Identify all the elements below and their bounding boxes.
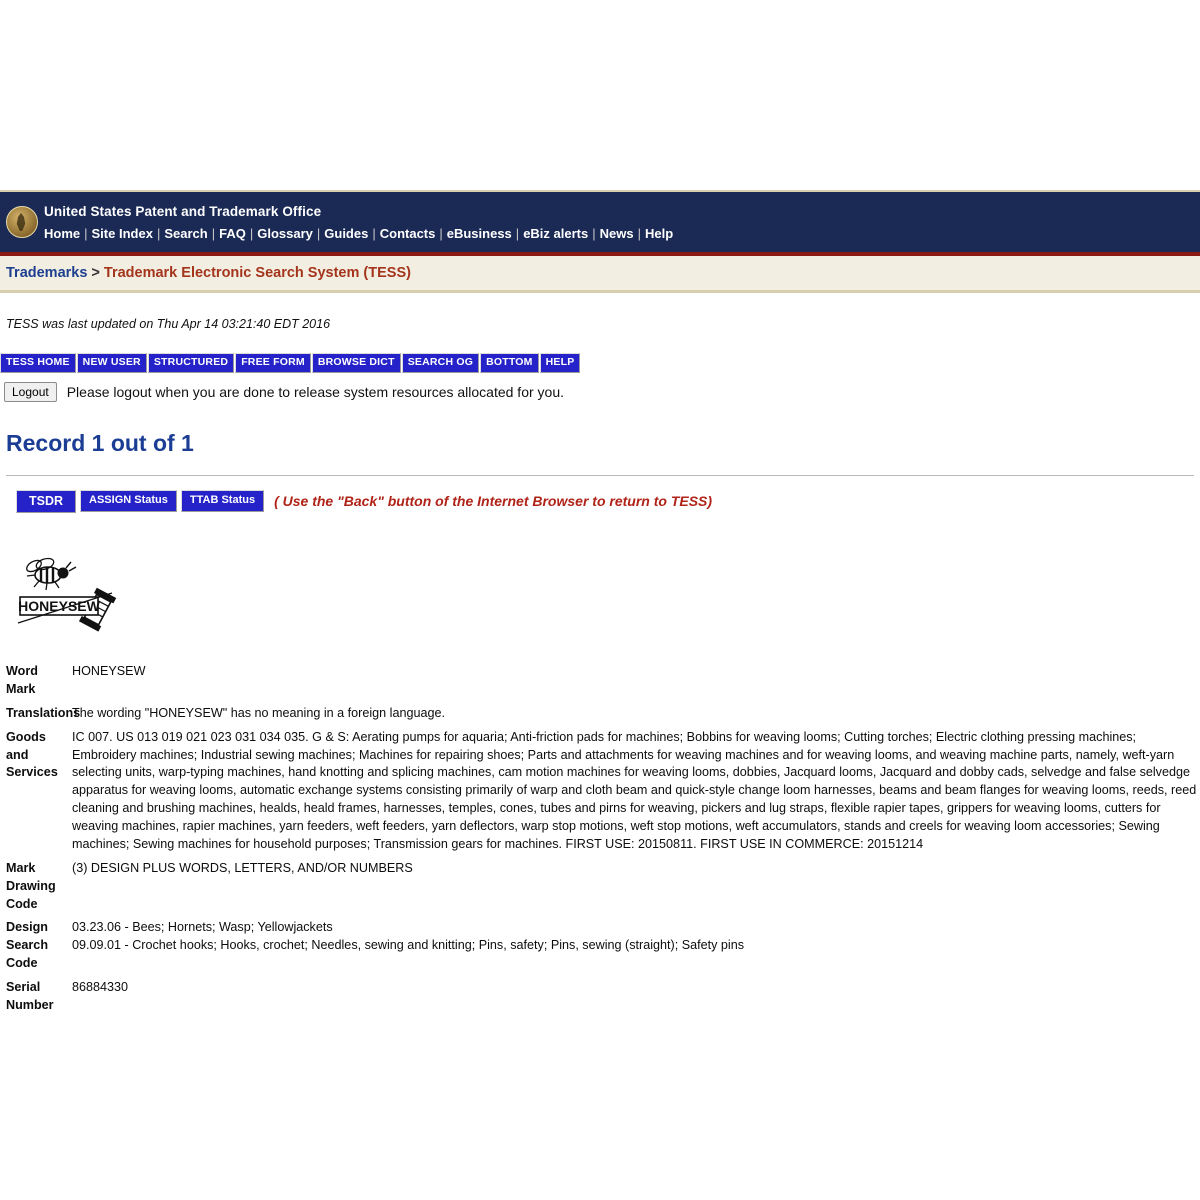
logo-wordmark-text: HONEYSEW xyxy=(18,598,100,614)
assign-status-button[interactable]: ASSIGN Status xyxy=(80,490,177,512)
header-nav: Home | Site Index | Search | FAQ | Glossary | Guides | Contacts | eBusiness | eBiz alerts | News | Help xyxy=(44,227,677,241)
design-search-code-label: Design Search Code xyxy=(6,920,49,971)
nav-contacts[interactable]: Contacts xyxy=(379,225,436,241)
uspto-seal-icon xyxy=(0,192,44,252)
breadcrumb xyxy=(0,256,1200,293)
table-row-translations xyxy=(6,705,1198,729)
mark-drawing-code-label: Mark Drawing Code xyxy=(6,860,56,911)
bottom-button[interactable]: BOTTOM xyxy=(480,353,539,373)
record-heading: Record 1 out of 1 xyxy=(6,429,194,456)
status-button-row xyxy=(16,490,1194,514)
mark-image xyxy=(14,553,1194,645)
search-og-button[interactable]: SEARCH OG xyxy=(402,353,479,373)
back-button-note: ( Use the "Back" button of the Internet Browser to return to TESS) xyxy=(274,493,713,510)
translations-label: Translations xyxy=(6,705,81,720)
design-search-code-value-1: 03.23.06 - Bees; Hornets; Wasp; Yellowjackets xyxy=(72,920,333,935)
nav-help[interactable]: Help xyxy=(644,225,674,241)
nav-search[interactable]: Search xyxy=(164,225,208,241)
table-row-mark-drawing-code xyxy=(6,860,1198,920)
tess-home-button[interactable]: TESS HOME xyxy=(0,353,76,373)
table-row-goods-services xyxy=(6,729,1198,860)
mark-drawing-code-value: (3) DESIGN PLUS WORDS, LETTERS, AND/OR NUMBERS xyxy=(72,860,413,875)
free-form-button[interactable]: FREE FORM xyxy=(235,353,311,373)
table-row-design-search-code xyxy=(6,919,1198,979)
nav-news[interactable]: News xyxy=(599,225,634,241)
nav-ebiz-alerts[interactable]: eBiz alerts xyxy=(523,225,589,241)
table-row-serial-number xyxy=(6,979,1198,1021)
nav-ebusiness[interactable]: eBusiness xyxy=(446,225,512,241)
breadcrumb-separator: > xyxy=(91,265,100,281)
tess-nav-button-row xyxy=(0,353,1194,373)
goods-services-value: IC 007. US 013 019 021 023 031 034 035. G & S: Aerating pumps for aquaria; Anti-friction pads for machines; Bobbins for weaving looms; Cutting torches; Electric clothing pressing machines; Embroidery machines; Industrial sewing machines; Machines for repairing shoes; Parts and attachments for weaving machines and for weaving looms, and weaving machine parts, namely, weft-yarn selecting units, warp-typing machines, hand knotting and splicing machines, cam motion machines for weaving looms, dobbies, Jacquard looms, Jacquard and dobby cads, selvedge and false selvedge apparatus for weaving looms, automatic exchange systems consisting primarily of warp and cloth beam and quick-style change loom harnesses, beams and beam flanges for weaving looms, reeds, reed cleaning and brushing machines, healds, heald frames, harnesses, temples, cones, tubes and pirns for weaving, pickers and lug straps, flexible rapier tapes, grippers for weaving looms, cutters for weaving machines, rapier machines, yarn feeders, weft feeders, yarn deflectors, warp stop motions, weft stop motions, weft accumulators, stands and creels for weaving loom accessories; Sewing machines; Sewing machines for household purposes; Transmission gears for machines. FIRST USE: 20150811. FIRST USE IN COMMERCE: 20151214 xyxy=(72,729,1197,851)
breadcrumb-tess[interactable]: Trademark Electronic Search System (TESS) xyxy=(103,265,411,281)
nav-glossary[interactable]: Glossary xyxy=(257,225,313,241)
serial-number-value: 86884330 xyxy=(72,980,129,994)
browse-dict-button[interactable]: BROWSE DICT xyxy=(312,353,401,373)
tsdr-button[interactable]: TSDR xyxy=(16,490,76,514)
logout-row xyxy=(4,382,1194,402)
nav-faq[interactable]: FAQ xyxy=(219,225,246,241)
nav-home[interactable]: Home xyxy=(44,225,81,241)
translations-value: The wording "HONEYSEW" has no meaning in a foreign language. xyxy=(72,705,445,720)
table-row-word-mark xyxy=(6,663,1198,705)
logout-button[interactable]: Logout xyxy=(4,382,57,402)
word-mark-label: Word Mark xyxy=(6,664,38,696)
trademark-detail-table xyxy=(6,663,1198,1021)
nav-site-index[interactable]: Site Index xyxy=(91,225,153,241)
word-mark-value: HONEYSEW xyxy=(72,664,146,678)
nav-guides[interactable]: Guides xyxy=(324,225,369,241)
serial-number-label: Serial Number xyxy=(6,980,54,1012)
divider xyxy=(6,475,1194,476)
tess-updated-status: TESS was last updated on Thu Apr 14 03:21:40 EDT 2016 xyxy=(6,317,331,331)
breadcrumb-trademarks[interactable]: Trademarks xyxy=(6,265,88,281)
design-search-code-value-2: 09.09.01 - Crochet hooks; Hooks, crochet; Needles, sewing and knitting; Pins, safety; Pins, sewing (straight); Safety pins xyxy=(72,938,745,953)
page-top-whitespace xyxy=(0,0,1200,190)
new-user-button[interactable]: NEW USER xyxy=(77,353,147,373)
office-title: United States Patent and Trademark Office xyxy=(44,203,322,219)
help-button[interactable]: HELP xyxy=(540,353,581,373)
ttab-status-button[interactable]: TTAB Status xyxy=(181,490,264,512)
goods-services-label: Goods and Services xyxy=(6,729,58,780)
structured-button[interactable]: STRUCTURED xyxy=(148,353,234,373)
honeysew-bee-logo xyxy=(14,553,124,645)
uspto-header xyxy=(0,190,1200,252)
logout-note: Please logout when you are done to release system resources allocated for you. xyxy=(66,383,564,400)
